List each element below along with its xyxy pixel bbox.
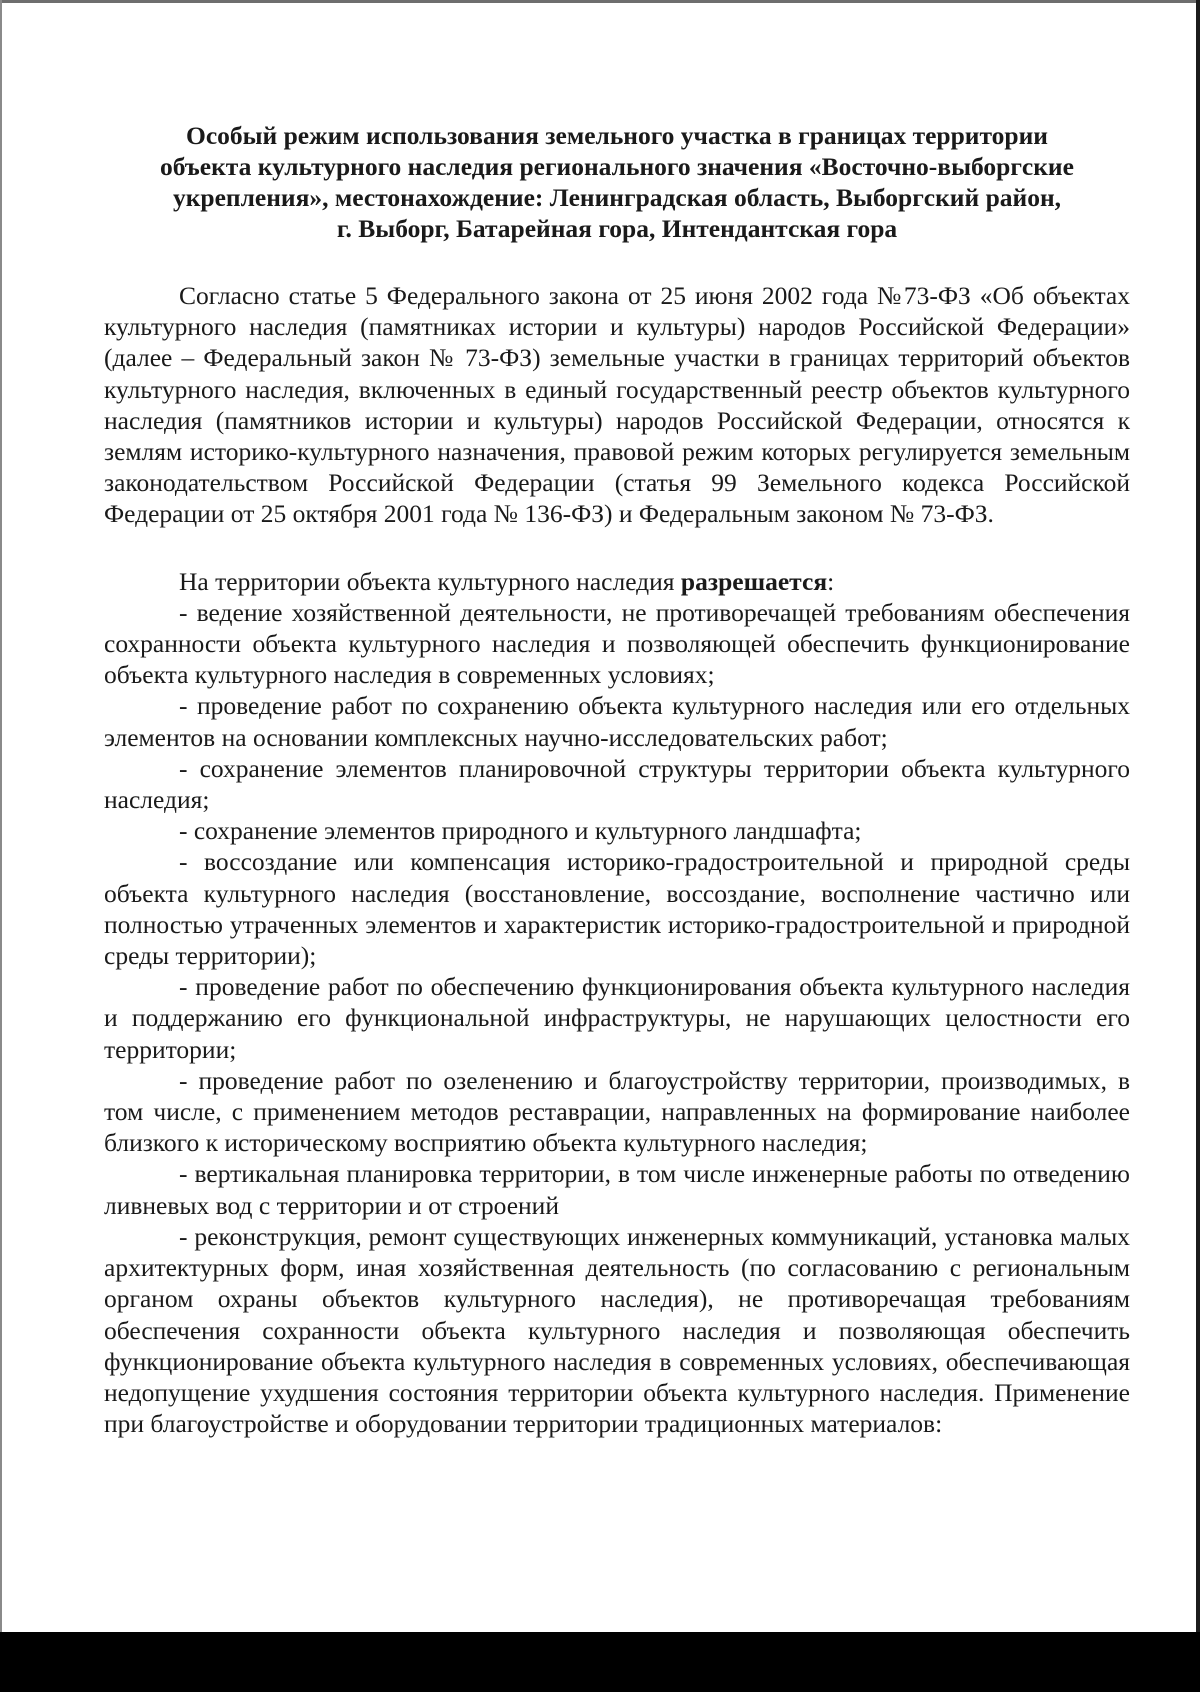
document-title (104, 120, 1130, 244)
allowed-item: - вертикальная планировка территории, в том числе инженерные работы по отведению ливневых вод с территории и от строений (104, 1159, 1130, 1220)
allowed-heading-prefix: На территории объекта культурного наследия (179, 566, 681, 596)
scan-bottom-band (0, 1632, 1200, 1692)
allowed-heading-suffix: : (827, 566, 835, 596)
title-line: укрепления», местонахождение: Ленинградская область, Выборгский район, (172, 183, 1062, 212)
allowed-item: - воссоздание или компенсация историко-градостроительной и природной среды объекта культурного наследия (восстановление, воссоздание, восполнение частично или полностью утраченных элементов и характеристик историко-градостроительной и природной среды территории); (104, 847, 1130, 971)
allowed-item: - сохранение элементов природного и культурного ландшафта; (179, 816, 862, 846)
scan-edge-right (1196, 0, 1200, 1632)
intro-paragraph: Согласно статье 5 Федерального закона от 25 июня 2002 года №73-ФЗ «Об объектах культурного наследия (памятниках истории и культуры) народов Российской Федерации» (далее – Федеральный закон № 73-ФЗ) земельные участки в границах территорий объектов культурного наследия, включенных в единый государственный реестр объектов культурного наследия (памятников истории и культуры) народов Российской Федерации, относятся к землям историко-культурного назначения, правовой режим которых регулируется земельным законодательством Российской Федерации (статья 99 Земельного кодекса Российской Федерации от 25 октября 2001 года № 136-ФЗ) и Федеральным законом № 73-ФЗ. (104, 281, 1130, 529)
allowed-item: - проведение работ по озеленению и благоустройству территории, производимых, в том числе, с применением методов реставрации, направленных на формирование наиболее близкого к историческому восприятию объекта культурного наследия; (104, 1065, 1130, 1158)
document-body (104, 280, 1130, 1439)
allowed-item: - сохранение элементов планировочной структуры территории объекта культурного наследия; (104, 753, 1130, 815)
scan-edge-top (0, 0, 1200, 3)
title-line: объекта культурного наследия регионального значения «Восточно-выборгские (160, 152, 1074, 181)
scan-edge-left (0, 0, 2, 1632)
title-line: г. Выборг, Батарейная гора, Интендантская гора (336, 214, 898, 243)
allowed-heading-bold: разрешается (680, 566, 828, 596)
document-content (104, 120, 1130, 1439)
title-line: Особый режим использования земельного участка в границах территории (186, 121, 1048, 150)
allowed-item: - проведение работ по обеспечению функционирования объекта культурного наследия и поддержанию его функциональной инфраструктуры, не нарушающих целостности его территории; (104, 972, 1130, 1064)
allowed-item: - проведение работ по сохранению объекта культурного наследия или его отдельных элементов на основании комплексных научно-исследовательских работ; (104, 691, 1130, 752)
allowed-item: - ведение хозяйственной деятельности, не противоречащей требованиям обеспечения сохранности объекта культурного наследия и позволяющей обеспечить функционирование объекта культурного наследия в современных условиях; (104, 597, 1130, 690)
allowed-heading (104, 566, 1130, 597)
allowed-item: - реконструкция, ремонт существующих инженерных коммуникаций, установка малых архитектурных форм, иная хозяйственная деятельность (по согласованию с региональным органом охраны объектов культурного наследия), не противоречащая требованиям обеспечения сохранности объекта культурного наследия и позволяющая обеспечить функционирование объекта культурного наследия в современных условиях, обеспечивающая недопущение ухудшения состояния территории объекта культурного наследия. Применение при благоустройстве и оборудовании территории традиционных материалов: (104, 1221, 1130, 1439)
